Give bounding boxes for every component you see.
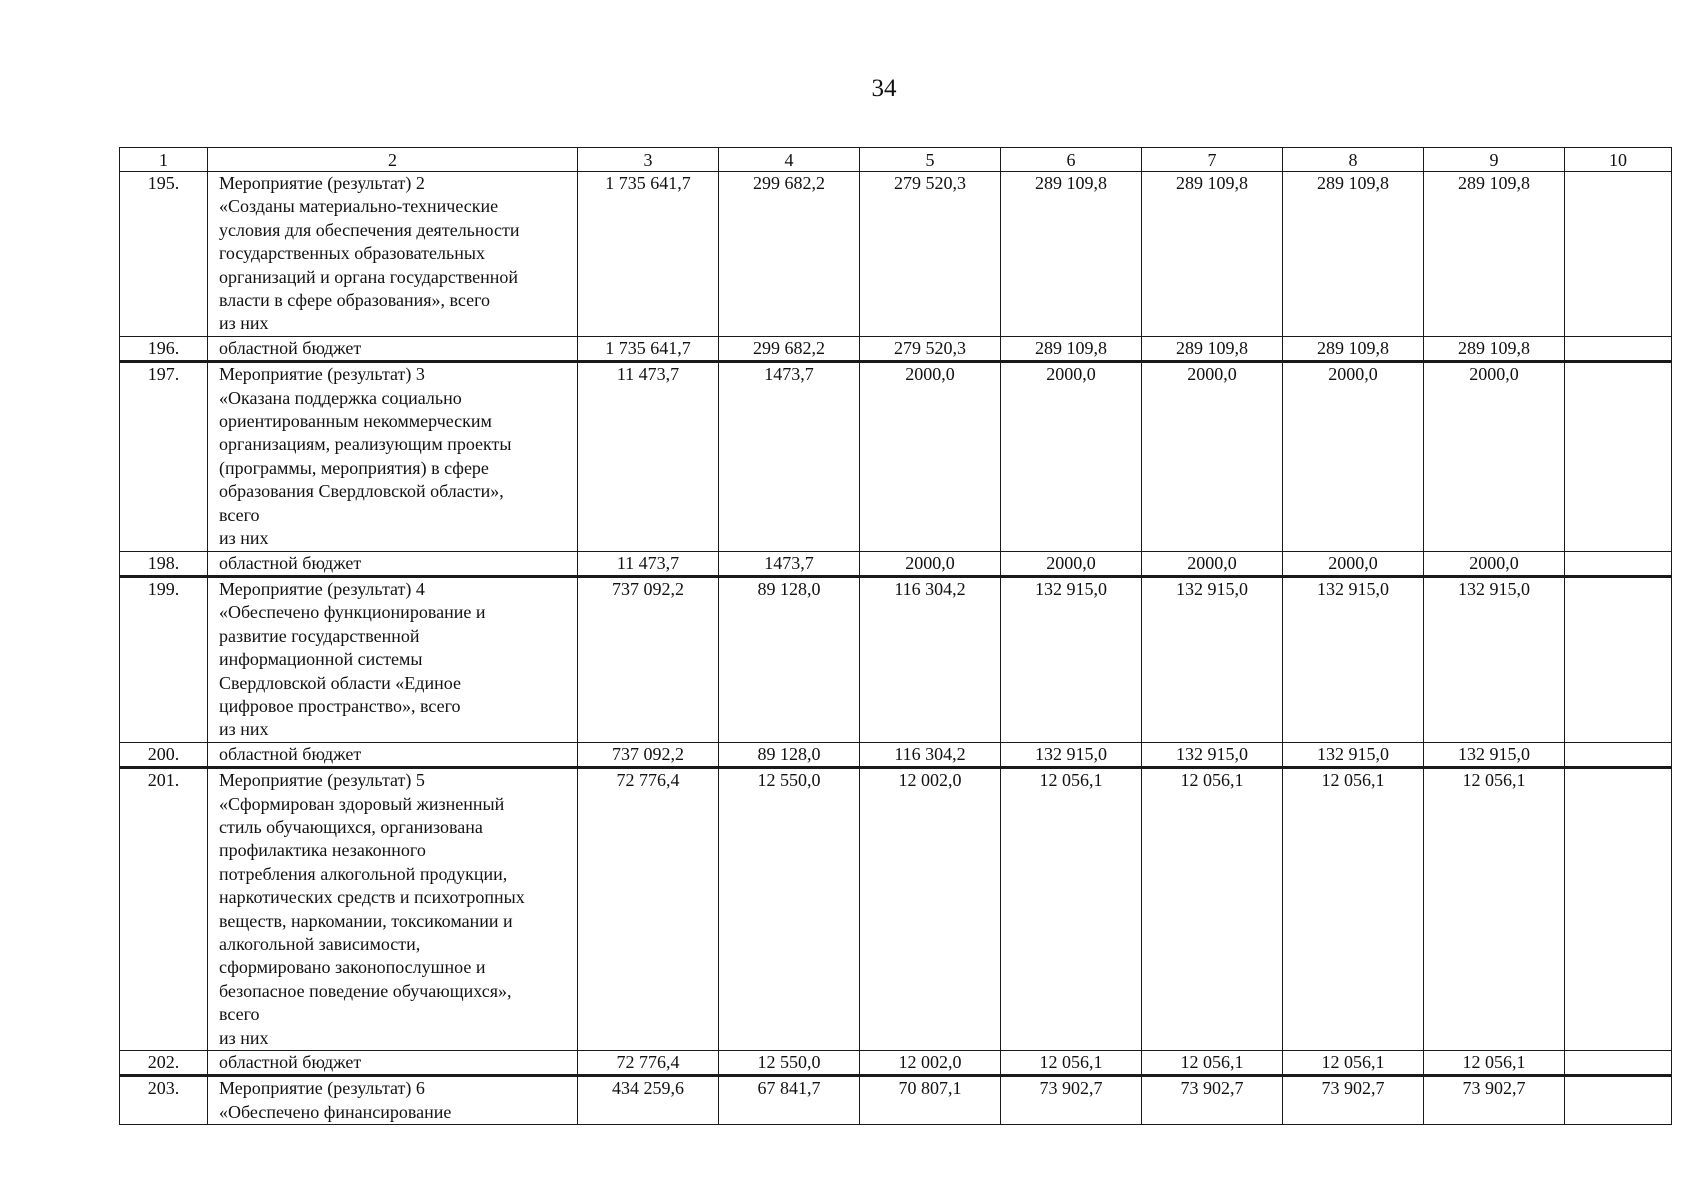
value-cell-col-4: 12 550,0	[719, 1051, 860, 1076]
value-cell-col-4: 1473,7	[719, 362, 860, 551]
value-cell-col-10	[1565, 742, 1672, 767]
value-cell-col-3: 1 735 641,7	[578, 336, 719, 361]
value-cell-col-10	[1565, 1051, 1672, 1076]
value-cell-col-8: 289 109,8	[1283, 336, 1424, 361]
value-cell-col-8: 132 915,0	[1283, 576, 1424, 742]
value-cell-col-4: 89 128,0	[719, 576, 860, 742]
value-cell-col-3: 72 776,4	[578, 768, 719, 1051]
description-line: (программы, мероприятия) в сфере	[219, 457, 489, 478]
description-line: «Созданы материально-технические	[219, 196, 499, 217]
column-header: 7	[1142, 148, 1283, 172]
value-cell-col-3: 72 776,4	[578, 1051, 719, 1076]
description-line: наркотических средств и психотропных	[219, 887, 525, 908]
row-number: 202.	[120, 1051, 208, 1076]
row-description	[208, 742, 578, 767]
row-description	[208, 362, 578, 551]
value-cell-col-8: 289 109,8	[1283, 172, 1424, 337]
value-cell-col-5: 2000,0	[860, 551, 1001, 576]
description-line: безопасное поведение обучающихся»,	[219, 980, 512, 1001]
column-header: 4	[719, 148, 860, 172]
row-description	[208, 551, 578, 576]
value-cell-col-3: 737 092,2	[578, 576, 719, 742]
page-number: 34	[871, 75, 897, 102]
value-cell-col-9: 2000,0	[1424, 551, 1565, 576]
description-line: «Сформирован здоровый жизненный	[219, 793, 505, 814]
column-header: 3	[578, 148, 719, 172]
description-line: «Обеспечено финансирование	[219, 1101, 452, 1122]
description-line: всего	[219, 504, 260, 525]
value-cell-col-6: 12 056,1	[1001, 768, 1142, 1051]
value-cell-col-10	[1565, 551, 1672, 576]
row-description	[208, 768, 578, 1051]
budget-table	[119, 147, 1672, 1125]
description-line: Мероприятие (результат) 6	[219, 1078, 425, 1099]
table-body	[120, 172, 1672, 1125]
description-line: Мероприятие (результат) 3	[219, 364, 425, 385]
row-number: 203.	[120, 1076, 208, 1125]
value-cell-col-4: 1473,7	[719, 551, 860, 576]
value-cell-col-9: 2000,0	[1424, 362, 1565, 551]
description-line: сформировано законопослушное и	[219, 957, 486, 978]
value-cell-col-7: 2000,0	[1142, 551, 1283, 576]
column-header: 8	[1283, 148, 1424, 172]
description-line: Мероприятие (результат) 4	[219, 578, 425, 599]
description-line: условия для обеспечения деятельности	[219, 219, 520, 240]
value-cell-col-4: 12 550,0	[719, 768, 860, 1051]
table-row	[120, 362, 1672, 551]
row-number: 197.	[120, 362, 208, 551]
table-row	[120, 768, 1672, 1051]
description-line: Свердловской области «Единое	[219, 672, 461, 693]
description-line: профилактика незаконного	[219, 840, 426, 861]
value-cell-col-3: 11 473,7	[578, 551, 719, 576]
description-line: «Оказана поддержка социально	[219, 387, 462, 408]
value-cell-col-6: 132 915,0	[1001, 576, 1142, 742]
description-line: государственных образовательных	[219, 243, 485, 264]
value-cell-col-10	[1565, 362, 1672, 551]
row-number: 201.	[120, 768, 208, 1051]
value-cell-col-9: 132 915,0	[1424, 742, 1565, 767]
value-cell-col-8: 12 056,1	[1283, 1051, 1424, 1076]
value-cell-col-5: 279 520,3	[860, 336, 1001, 361]
description-line: областной бюджет	[219, 1052, 362, 1073]
description-line: областной бюджет	[219, 337, 362, 358]
description-line: власти в сфере образования», всего	[219, 290, 491, 311]
description-line: веществ, наркомании, токсикомании и	[219, 910, 513, 931]
value-cell-col-5: 279 520,3	[860, 172, 1001, 337]
row-description	[208, 576, 578, 742]
value-cell-col-7: 289 109,8	[1142, 172, 1283, 337]
budget-table-container	[119, 147, 1672, 1125]
value-cell-col-4: 299 682,2	[719, 172, 860, 337]
table-row	[120, 1051, 1672, 1076]
description-line: из них	[219, 1027, 269, 1048]
value-cell-col-5: 12 002,0	[860, 768, 1001, 1051]
value-cell-col-8: 12 056,1	[1283, 768, 1424, 1051]
table-row	[120, 576, 1672, 742]
description-line: организаций и органа государственной	[219, 266, 519, 287]
value-cell-col-6: 289 109,8	[1001, 172, 1142, 337]
value-cell-col-6: 2000,0	[1001, 551, 1142, 576]
value-cell-col-9: 12 056,1	[1424, 768, 1565, 1051]
value-cell-col-6: 73 902,7	[1001, 1076, 1142, 1125]
row-number: 199.	[120, 576, 208, 742]
value-cell-col-8: 73 902,7	[1283, 1076, 1424, 1125]
row-description	[208, 1076, 578, 1125]
description-line: информационной системы	[219, 649, 423, 670]
value-cell-col-9: 73 902,7	[1424, 1076, 1565, 1125]
value-cell-col-6: 289 109,8	[1001, 336, 1142, 361]
value-cell-col-5: 12 002,0	[860, 1051, 1001, 1076]
description-line: «Обеспечено функционирование и	[219, 602, 486, 623]
value-cell-col-5: 2000,0	[860, 362, 1001, 551]
value-cell-col-9: 289 109,8	[1424, 336, 1565, 361]
value-cell-col-8: 2000,0	[1283, 362, 1424, 551]
description-line: из них	[219, 719, 269, 740]
value-cell-col-9: 12 056,1	[1424, 1051, 1565, 1076]
value-cell-col-10	[1565, 576, 1672, 742]
column-header: 6	[1001, 148, 1142, 172]
row-number: 196.	[120, 336, 208, 361]
value-cell-col-3: 1 735 641,7	[578, 172, 719, 337]
table-row	[120, 172, 1672, 337]
description-line: алкогольной зависимости,	[219, 934, 421, 954]
row-number: 200.	[120, 742, 208, 767]
value-cell-col-6: 132 915,0	[1001, 742, 1142, 767]
value-cell-col-4: 299 682,2	[719, 336, 860, 361]
value-cell-col-7: 12 056,1	[1142, 1051, 1283, 1076]
description-line: Мероприятие (результат) 2	[219, 173, 425, 193]
value-cell-col-7: 289 109,8	[1142, 336, 1283, 361]
column-header: 2	[208, 148, 578, 172]
column-header: 5	[860, 148, 1001, 172]
value-cell-col-3: 737 092,2	[578, 742, 719, 767]
table-row	[120, 1076, 1672, 1125]
value-cell-col-3: 11 473,7	[578, 362, 719, 551]
row-number: 198.	[120, 551, 208, 576]
description-line: развитие государственной	[219, 625, 420, 646]
row-description	[208, 1051, 578, 1076]
value-cell-col-7: 73 902,7	[1142, 1076, 1283, 1125]
value-cell-col-10	[1565, 1076, 1672, 1125]
row-description	[208, 336, 578, 361]
value-cell-col-10	[1565, 172, 1672, 337]
description-line: образования Свердловской области»,	[219, 481, 504, 502]
table-row	[120, 551, 1672, 576]
value-cell-col-7: 12 056,1	[1142, 768, 1283, 1051]
value-cell-col-4: 67 841,7	[719, 1076, 860, 1125]
value-cell-col-6: 12 056,1	[1001, 1051, 1142, 1076]
table-row	[120, 742, 1672, 767]
value-cell-col-10	[1565, 336, 1672, 361]
table-row	[120, 336, 1672, 361]
description-line: стиль обучающихся, организована	[219, 816, 483, 837]
value-cell-col-3: 434 259,6	[578, 1076, 719, 1125]
description-line: всего	[219, 1004, 260, 1025]
value-cell-col-10	[1565, 768, 1672, 1051]
value-cell-col-9: 132 915,0	[1424, 576, 1565, 742]
value-cell-col-9: 289 109,8	[1424, 172, 1565, 337]
description-line: областной бюджет	[219, 552, 362, 573]
value-cell-col-7: 132 915,0	[1142, 742, 1283, 767]
description-line: областной бюджет	[219, 743, 362, 764]
description-line: цифровое пространство», всего	[219, 695, 461, 716]
description-line: потребления алкогольной продукции,	[219, 863, 508, 884]
value-cell-col-7: 132 915,0	[1142, 576, 1283, 742]
description-line: Мероприятие (результат) 5	[219, 770, 425, 791]
value-cell-col-5: 116 304,2	[860, 742, 1001, 767]
row-description	[208, 172, 578, 337]
description-line: организациям, реализующим проекты	[219, 434, 512, 455]
value-cell-col-7: 2000,0	[1142, 362, 1283, 551]
description-line: ориентированным некоммерческим	[219, 411, 492, 432]
value-cell-col-6: 2000,0	[1001, 362, 1142, 551]
value-cell-col-8: 2000,0	[1283, 551, 1424, 576]
column-number-row	[120, 148, 1672, 172]
value-cell-col-4: 89 128,0	[719, 742, 860, 767]
value-cell-col-8: 132 915,0	[1283, 742, 1424, 767]
description-line: из них	[219, 528, 269, 549]
row-number: 195.	[120, 172, 208, 337]
column-header: 9	[1424, 148, 1565, 172]
column-header: 1	[120, 148, 208, 172]
value-cell-col-5: 116 304,2	[860, 576, 1001, 742]
description-line: из них	[219, 313, 269, 334]
value-cell-col-5: 70 807,1	[860, 1076, 1001, 1125]
column-header: 10	[1565, 148, 1672, 172]
